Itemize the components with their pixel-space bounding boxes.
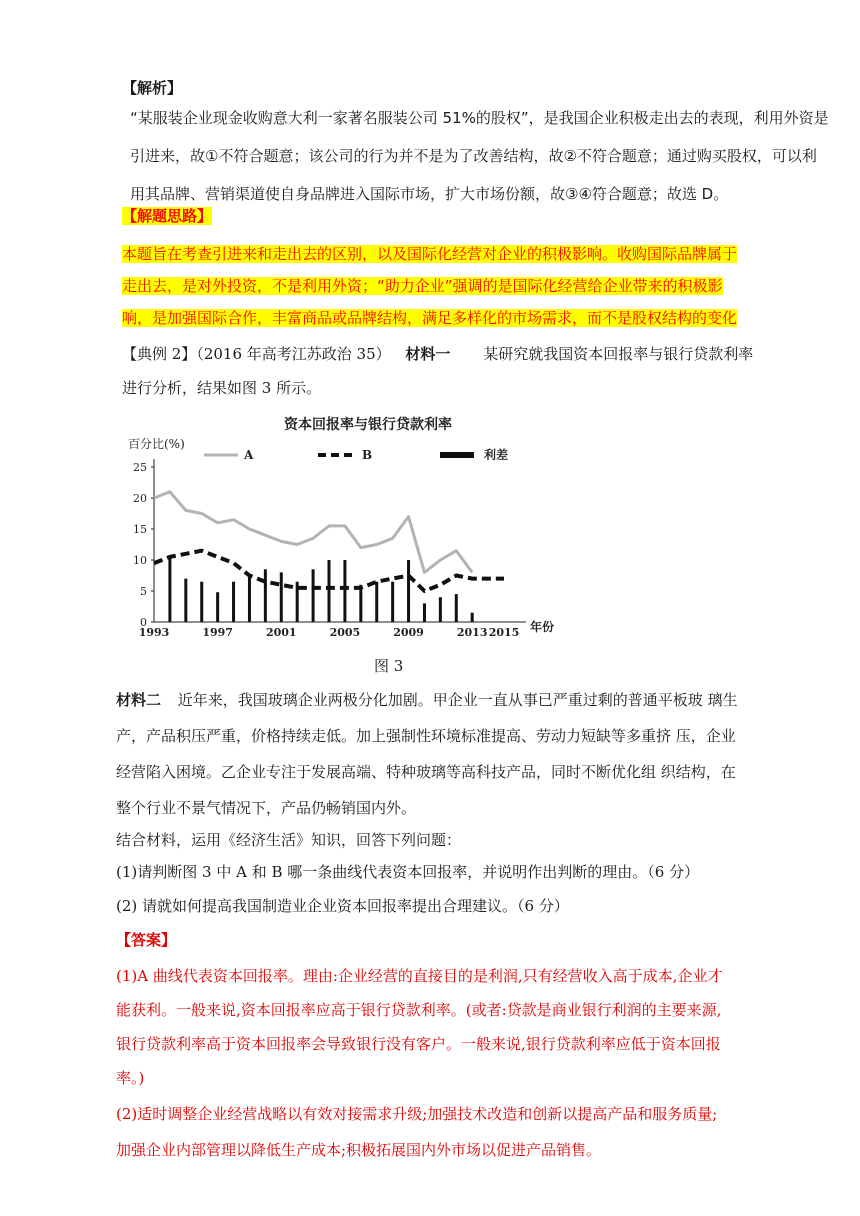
thinking-label: 【解题思路】 [122,207,213,225]
y-tick-label: 5 [140,585,147,598]
y-tick-label: 25 [133,461,147,474]
spread-bar [423,603,426,622]
capital-return-chart [128,410,588,645]
material1-label: 材料一 [405,345,451,363]
spread-bar [280,572,283,622]
material2-text: 整个行业不景气情况下，产品仍畅销国内外。 [116,799,417,817]
x-tick-label: 2015 [488,626,520,639]
chart-marks [154,492,504,622]
legend-label: B [362,448,373,462]
spread-bar [168,557,171,622]
spread-bar [359,585,362,622]
spread-bar [264,569,267,622]
analysis-line: “某服装企业现金收购意大利一家著名服装公司 51%的股权”，是我国企业积极走出去的表现，利用外资是 [130,109,829,127]
spread-bar [439,597,442,622]
spread-bar [216,592,219,622]
spread-bar [343,560,346,622]
question-1: (1)请判断图 3 中 A 和 B 哪一条曲线代表资本回报率，并说明作出判断的理由。（6 分） [116,863,700,881]
legend-label: 利差 [484,448,509,462]
y-tick-label: 20 [133,492,147,505]
x-tick-label: 1997 [202,626,233,639]
spread-bar [455,594,458,622]
spread-bar [328,560,331,622]
example-source: （2016 年高考江苏政治 35） [196,345,391,363]
x-tick-label: 2009 [393,626,424,639]
chart-ylabel: 百分比(%) [128,437,185,451]
series-a-line [154,492,472,573]
legend-label: A [244,448,254,462]
spread-bar [200,582,203,622]
analysis-label: 【解析】 [122,79,183,97]
spread-bar [391,582,394,622]
answer-line: (2)适时调整企业经营战略以有效对接需求升级;加强技术改造和创新以提高产品和服务质量; [116,1105,718,1123]
answer-line: 率。) [116,1069,145,1087]
figure-caption: 图 3 [374,657,404,675]
thinking-line: 本题旨在考查引进来和走出去的区别，以及国际化经营对企业的积极影响。收购国际品牌属于 [122,245,738,263]
y-tick-label: 10 [133,554,147,567]
y-tick-label: 15 [133,523,147,536]
questions-intro: 结合材料，运用《经济生活》知识，回答下列问题： [116,831,462,849]
material2-text: 产，产品积压严重，价格持续走低。加上强制性环境标准提高、劳动力短缺等多重挤 压，企业 [116,727,736,745]
answer-label: 【答案】 [116,931,177,949]
answer-line: (1)A 曲线代表资本回报率。理由:企业经营的直接目的是利润,只有经营收入高于成本,企业才 [116,967,723,985]
legend-swatch-spread [440,452,474,458]
question-2: (2) 请就如何提高我国制造业企业资本回报率提出合理建议。（6 分） [116,897,569,915]
example-label: 【典例 2】 [122,345,197,363]
answer-line: 能获利。一般来说,资本回报率应高于银行贷款利率。(或者:贷款是商业银行利润的主要来源, [116,1001,722,1019]
material2-text: 经营陷入困境。乙企业专注于发展高端、特种玻璃等高科技产品，同时不断优化组 织结构，在 [116,763,736,781]
spread-bar [407,560,410,622]
spread-bar [471,613,474,622]
analysis-line: 用其品牌、营销渠道使自身品牌进入国际市场，扩大市场份额，故③④符合题意；故选 D。 [130,185,729,203]
y-tick-label: 0 [140,616,147,629]
answer-line: 银行贷款利率高于资本回报率会导致银行没有客户。一般来说,银行贷款利率应低于资本回报 [116,1035,721,1053]
material2-text: 近年来，我国玻璃企业两极分化加剧。甲企业一直从事已严重过剩的普通平板玻 璃生 [177,691,738,709]
material2-line1 [116,690,738,710]
spread-bar [232,582,235,622]
spread-bar [312,569,315,622]
chart-legend [204,447,508,462]
x-tick-label: 2005 [329,626,361,639]
x-tick-label: 2001 [265,626,297,639]
analysis-line: 引进来，故①不符合题意；该公司的行为并不是为了改善结构，故②不符合题意；通过购买股权，可以利 [130,147,817,165]
answer-line: 加强企业内部管理以降低生产成本;积极拓展国内外市场以促进产品销售。 [116,1141,602,1159]
spread-bar [184,579,187,622]
example-heading [122,344,753,364]
spread-bar [375,582,378,622]
chart-xlabel: 年份 [530,620,555,634]
x-tick-label: 2013 [456,626,488,639]
material1-text: 某研究就我国资本回报率与银行贷款利率 [483,345,754,363]
thinking-line: 响，是加强国际合作，丰富商品或品牌结构，满足多样化的市场需求，而不是股权结构的变化 [122,309,738,327]
thinking-line: 走出去，是对外投资，不是利用外资；“助力企业”强调的是国际化经营给企业带来的积极影 [122,277,723,295]
spread-bar [248,576,251,623]
chart-title: 资本回报率与银行贷款利率 [284,417,452,433]
material1-text-2: 进行分析，结果如图 3 所示。 [122,379,322,397]
x-tick-label: 1993 [138,626,170,639]
material2-label: 材料二 [116,691,162,709]
